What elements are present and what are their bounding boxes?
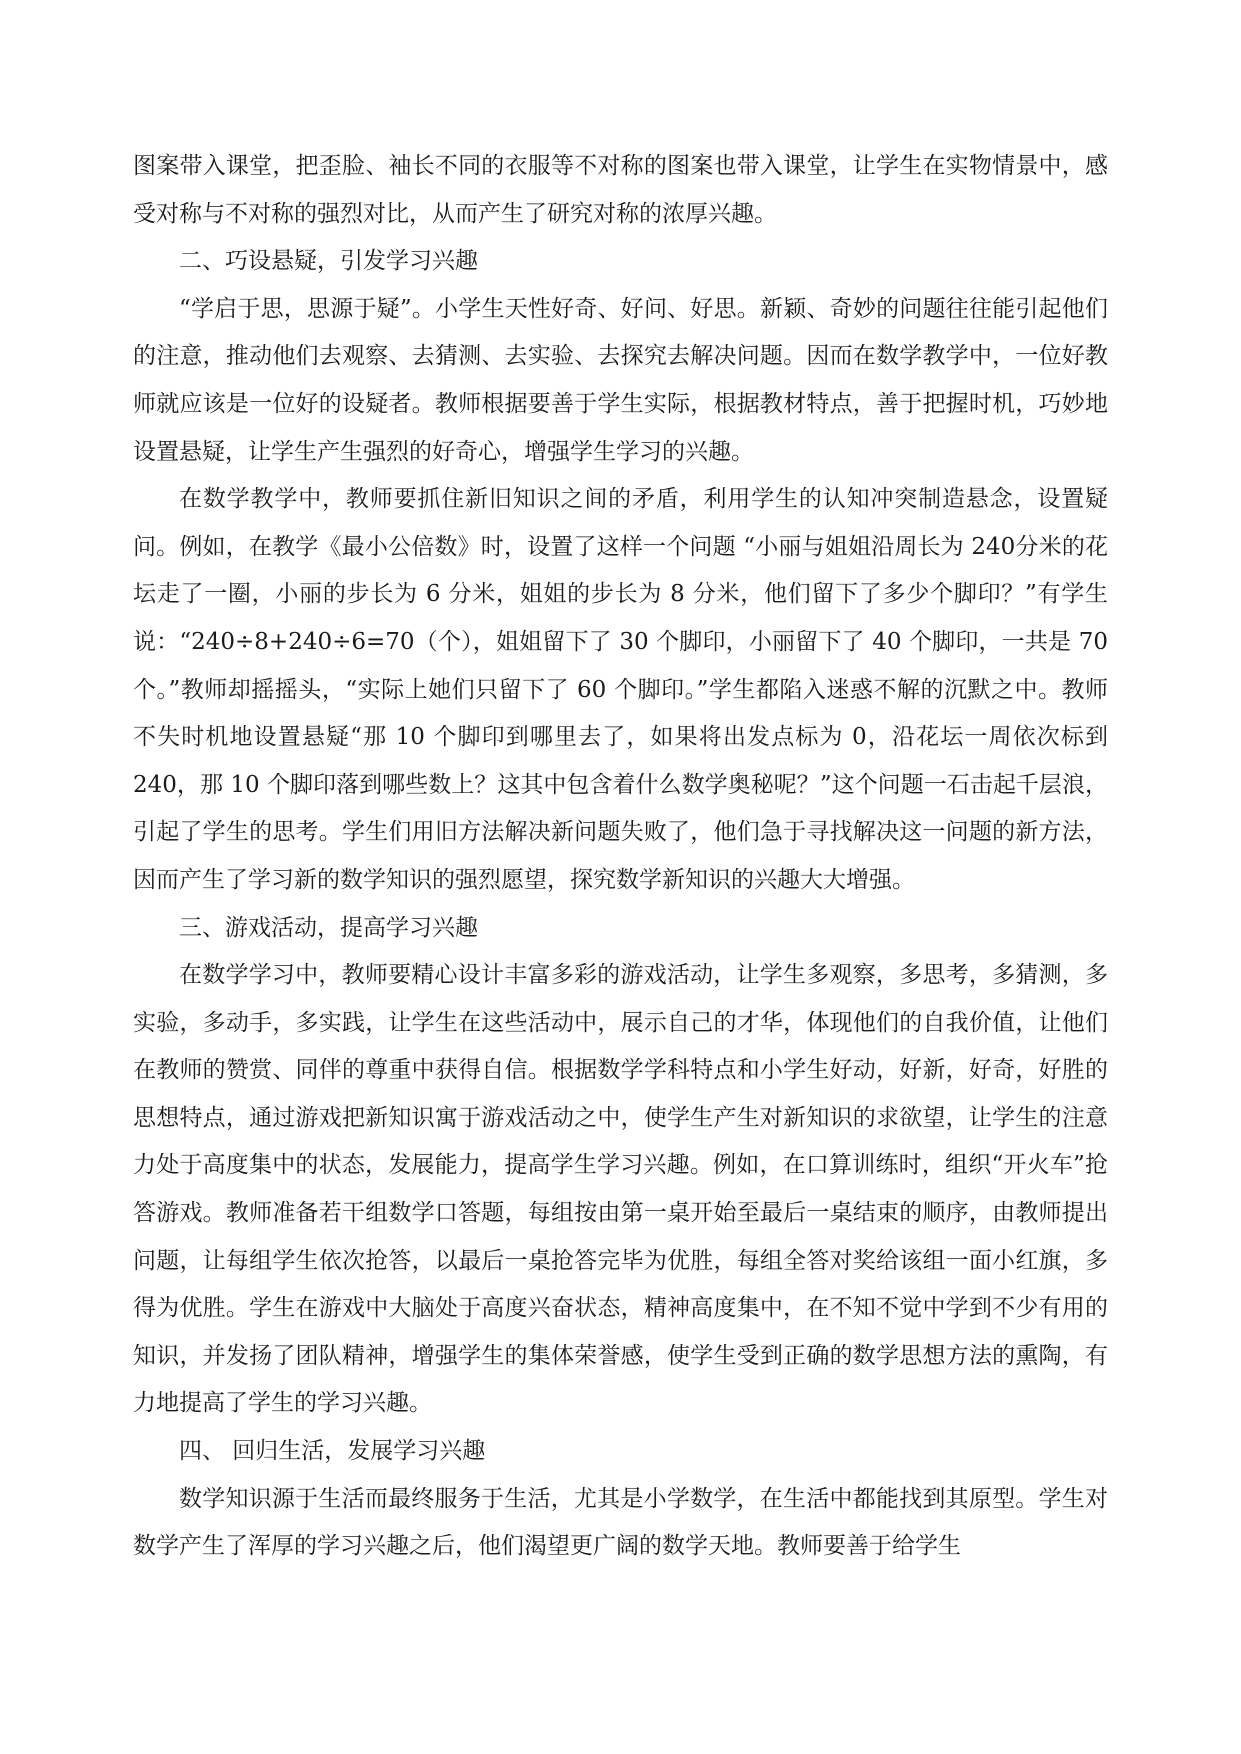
paragraph: 数学知识源于生活而最终服务于生活，尤其是小学数学，在生活中都能找到其原型。学生对数学产生了浑厚的学习兴趣之后，他们渴望更广阔的数学天地。教师要善于给学生 [133,1485,1108,1560]
section-heading-3: 三、游戏活动，提高学习兴趣 [179,914,478,941]
section-heading-4: 四、 回归生活，发展学习兴趣 [179,1438,486,1465]
paragraph: 在数学学习中，教师要精心设计丰富多彩的游戏活动，让学生多观察，多思考，多猜测，多实验，多动手，多实践，让学生在这些活动中，展示自己的才华，体现他们的自我价值，让他们在教师的赞赏、同伴的尊重中获得自信。根据数学学科特点和小学生好动，好新，好奇，好胜的思想特点，通过游戏把新知识寓于游戏活动之中，使学生产生对新知识的求欲望，让学生的注意力处于高度集中的状态，发展能力，提高学生学习兴趣。例如，在口算训练时，组织“开火车”抢答游戏。教师准备若干组数学口答题，每组按由第一桌开始至最后一桌结束的顺序，由教师提出问题，让每组学生依次抢答，以最后一桌抢答完毕为优胜，每组全答对奖给该组一面小红旗，多得为优胜。学生在游戏中大脑处于高度兴奋状态，精神高度集中，在不知不觉中学到不少有用的知识，并发扬了团队精神，增强学生的集体荣誉感，使学生受到正确的数学思想方法的熏陶，有力地提高了学生的学习兴趣。 [133,962,1108,1417]
document-body [133,143,1108,1571]
paragraph: “学启于思，思源于疑”。小学生天性好奇、好问、好思。新颖、奇妙的问题往往能引起他们的注意，推动他们去观察、去猜测、去实验、去探究去解决问题。因而在数学教学中，一位好教师就应该是一位好的设疑者。教师根据要善于学生实际，根据教材特点，善于把握时机，巧妙地设置悬疑，让学生产生强烈的好奇心，增强学生学习的兴趣。 [133,295,1108,465]
paragraph: 在数学教学中，教师要抓住新旧知识之间的矛盾，利用学生的认知冲突制造悬念，设置疑问。例如，在教学《最小公倍数》时，设置了这样一个问题 “小丽与姐姐沿周长为 240分米的花坛走了一圈，小丽的步长为 6 分米，姐姐的步长为 8 分米，他们留下了多少个脚印？”有学生说：“240÷8+240÷6=70（个），姐姐留下了 30 个脚印，小丽留下了 40 个脚印，一共是 70 个。”教师却摇摇头，“实际上她们只留下了 60 个脚印。”学生都陷入迷惑不解的沉默之中。教师不失时机地设置悬疑“那 10 个脚印到哪里去了，如果将出发点标为 0，沿花坛一周依次标到 240，那 10 个脚印落到哪些数上？这其中包含着什么数学奥秘呢？”这个问题一石击起千层浪，引起了学生的思考。学生们用旧方法解决新问题失败了，他们急于寻找解决这一问题的新方法，因而产生了学习新的数学知识的强烈愿望，探究数学新知识的兴趣大大增强。 [133,486,1108,893]
section-heading-2: 二、巧设悬疑，引发学习兴趣 [179,248,478,275]
paragraph-continuation: 图案带入课堂，把歪脸、袖长不同的衣服等不对称的图案也带入课堂，让学生在实物情景中，感受对称与不对称的强烈对比，从而产生了研究对称的浓厚兴趣。 [133,153,1108,227]
